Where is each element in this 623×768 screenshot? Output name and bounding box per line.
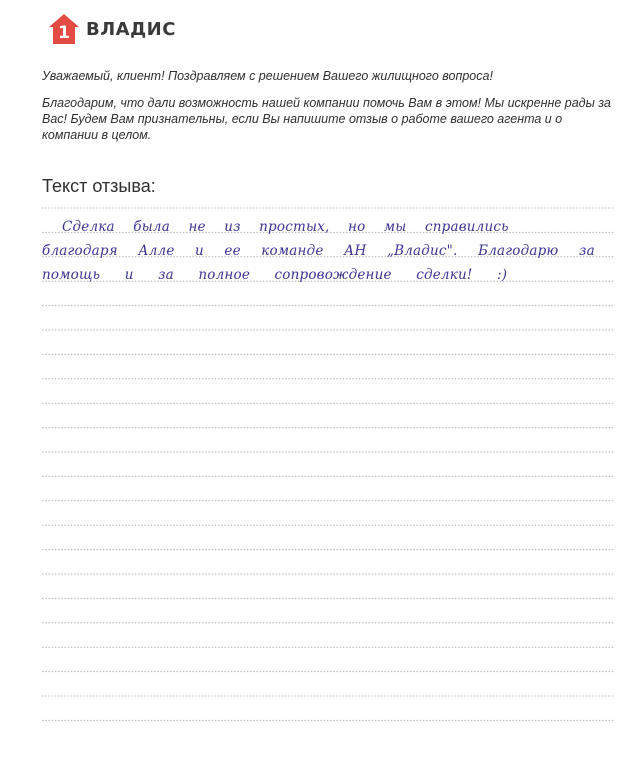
handwritten-line: благодаря Алле и ее команде АН „Владис". Благодарю за <box>42 243 595 259</box>
review-title: Текст отзыва: <box>42 176 156 196</box>
handwritten-line: помощь и за полное сопровождение сделки! :) <box>42 267 508 283</box>
intro-thanks: Благодарим, что дали возможность нашей компании помочь Вам в этом! Мы искренне рады за Вас! Будем Вам признательны, если Вы напишите отзыв о работе вашего агента и о компании в целом. <box>42 96 611 142</box>
handwritten-review <box>42 205 615 295</box>
brand-name: ВЛАДИС <box>86 18 176 40</box>
house-badge-icon <box>48 13 80 45</box>
house-badge-number: 1 <box>58 23 70 43</box>
handwritten-line: Сделка была не из простых, но мы справились <box>62 219 509 235</box>
brand-logo <box>48 12 176 46</box>
intro-greeting: Уважаемый, клиент! Поздравляем с решением Вашего жилищного вопроса! <box>42 69 493 83</box>
